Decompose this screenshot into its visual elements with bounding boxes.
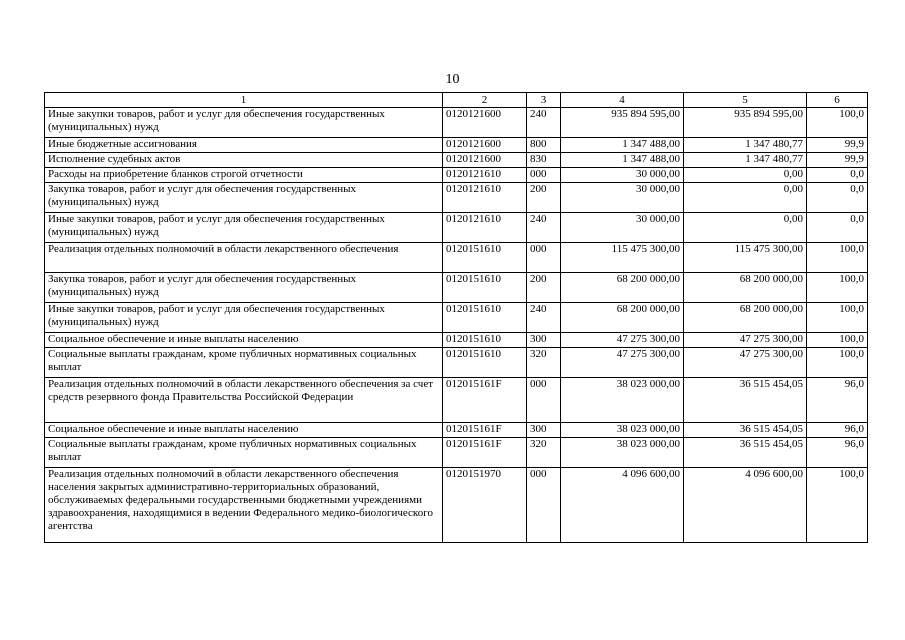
row-planned-amount: 1 347 488,00 [561,138,684,153]
row-actual-amount: 4 096 600,00 [684,468,807,543]
row-code: 012015161F [443,423,527,438]
table-row [45,243,868,273]
row-planned-amount: 4 096 600,00 [561,468,684,543]
row-expense-type: 300 [527,423,561,438]
row-percent: 96,0 [807,423,868,438]
table-row [45,303,868,333]
row-actual-amount: 47 275 300,00 [684,348,807,378]
row-actual-amount: 0,00 [684,168,807,183]
row-expense-type: 240 [527,303,561,333]
budget-table [44,92,868,543]
table-header-row [45,93,868,108]
row-actual-amount: 1 347 480,77 [684,138,807,153]
row-name: Реализация отдельных полномочий в области лекарственного обеспечения [45,243,443,273]
row-actual-amount: 47 275 300,00 [684,333,807,348]
row-expense-type: 320 [527,438,561,468]
row-planned-amount: 68 200 000,00 [561,273,684,303]
row-actual-amount: 0,00 [684,213,807,243]
page-number: 10 [445,72,460,87]
table-row [45,168,868,183]
row-expense-type: 000 [527,468,561,543]
row-name: Социальные выплаты гражданам, кроме публичных нормативных социальных выплат [45,348,443,378]
row-percent: 96,0 [807,378,868,423]
row-planned-amount: 47 275 300,00 [561,348,684,378]
col-header-6: 6 [807,93,868,108]
row-percent: 100,0 [807,333,868,348]
row-code: 0120151610 [443,333,527,348]
row-planned-amount: 47 275 300,00 [561,333,684,348]
table-row [45,423,868,438]
table-row [45,438,868,468]
row-planned-amount: 1 347 488,00 [561,153,684,168]
table-row [45,183,868,213]
table-row [45,153,868,168]
row-actual-amount: 68 200 000,00 [684,273,807,303]
row-percent: 96,0 [807,438,868,468]
row-percent: 100,0 [807,303,868,333]
col-header-1: 1 [45,93,443,108]
row-name: Социальное обеспечение и иные выплаты населению [45,333,443,348]
table-row [45,333,868,348]
row-percent: 0,0 [807,183,868,213]
row-name: Социальные выплаты гражданам, кроме публичных нормативных социальных выплат [45,438,443,468]
row-code: 0120121610 [443,213,527,243]
row-name: Исполнение судебных актов [45,153,443,168]
row-code: 0120121610 [443,168,527,183]
row-percent: 100,0 [807,273,868,303]
row-name: Иные бюджетные ассигнования [45,138,443,153]
col-header-5: 5 [684,93,807,108]
row-code: 012015161F [443,438,527,468]
row-code: 0120151610 [443,303,527,333]
row-name: Расходы на приобретение бланков строгой отчетности [45,168,443,183]
row-expense-type: 000 [527,378,561,423]
col-header-4: 4 [561,93,684,108]
row-percent: 100,0 [807,468,868,543]
row-actual-amount: 36 515 454,05 [684,438,807,468]
row-planned-amount: 30 000,00 [561,183,684,213]
row-percent: 0,0 [807,168,868,183]
table-row [45,138,868,153]
row-name: Социальное обеспечение и иные выплаты населению [45,423,443,438]
table-row [45,468,868,543]
table-row [45,273,868,303]
row-code: 012015161F [443,378,527,423]
row-planned-amount: 38 023 000,00 [561,378,684,423]
row-expense-type: 800 [527,138,561,153]
row-name: Иные закупки товаров, работ и услуг для обеспечения государственных (муниципальных) нужд [45,108,443,138]
row-percent: 99,9 [807,153,868,168]
row-expense-type: 000 [527,168,561,183]
row-code: 0120151610 [443,348,527,378]
row-code: 0120151610 [443,243,527,273]
row-code: 0120121600 [443,108,527,138]
row-planned-amount: 30 000,00 [561,213,684,243]
row-percent: 100,0 [807,108,868,138]
row-planned-amount: 115 475 300,00 [561,243,684,273]
row-expense-type: 000 [527,243,561,273]
row-name: Иные закупки товаров, работ и услуг для обеспечения государственных (муниципальных) нужд [45,213,443,243]
row-actual-amount: 935 894 595,00 [684,108,807,138]
row-expense-type: 300 [527,333,561,348]
row-actual-amount: 0,00 [684,183,807,213]
row-percent: 100,0 [807,243,868,273]
row-name: Реализация отдельных полномочий в области лекарственного обеспечения за счет средств резервного фонда Правительства Российской Федерации [45,378,443,423]
row-code: 0120151970 [443,468,527,543]
row-percent: 0,0 [807,213,868,243]
table-row [45,108,868,138]
row-actual-amount: 36 515 454,05 [684,378,807,423]
row-name: Реализация отдельных полномочий в области лекарственного обеспечения населения закрытых административно-территориальных образований, обслуживаемых федеральными государственными бюджетными учреждениями здравоохранения, находящимися в ведении Федерального медико-биологического агентства [45,468,443,543]
col-header-3: 3 [527,93,561,108]
row-planned-amount: 30 000,00 [561,168,684,183]
row-name: Иные закупки товаров, работ и услуг для обеспечения государственных (муниципальных) нужд [45,303,443,333]
table-row [45,378,868,423]
row-expense-type: 240 [527,108,561,138]
row-actual-amount: 1 347 480,77 [684,153,807,168]
row-code: 0120121610 [443,183,527,213]
row-planned-amount: 68 200 000,00 [561,303,684,333]
row-expense-type: 240 [527,213,561,243]
row-expense-type: 200 [527,183,561,213]
col-header-2: 2 [443,93,527,108]
row-expense-type: 320 [527,348,561,378]
row-actual-amount: 68 200 000,00 [684,303,807,333]
row-planned-amount: 38 023 000,00 [561,423,684,438]
row-code: 0120121600 [443,153,527,168]
table-row [45,213,868,243]
row-name: Закупка товаров, работ и услуг для обеспечения государственных (муниципальных) нужд [45,273,443,303]
row-expense-type: 200 [527,273,561,303]
row-code: 0120121600 [443,138,527,153]
row-planned-amount: 38 023 000,00 [561,438,684,468]
row-percent: 100,0 [807,348,868,378]
table-row [45,348,868,378]
row-expense-type: 830 [527,153,561,168]
row-actual-amount: 36 515 454,05 [684,423,807,438]
row-name: Закупка товаров, работ и услуг для обеспечения государственных (муниципальных) нужд [45,183,443,213]
row-actual-amount: 115 475 300,00 [684,243,807,273]
row-percent: 99,9 [807,138,868,153]
row-planned-amount: 935 894 595,00 [561,108,684,138]
row-code: 0120151610 [443,273,527,303]
